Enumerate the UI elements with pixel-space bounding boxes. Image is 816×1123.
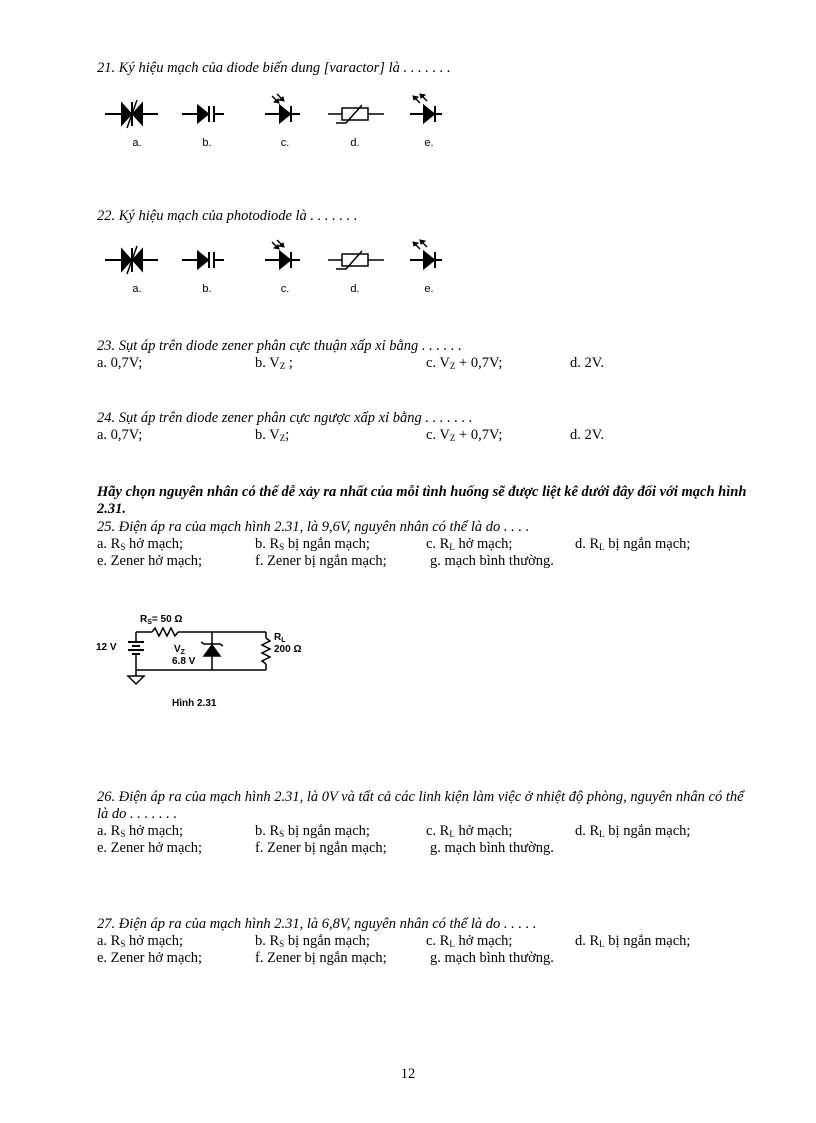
option-f: f. Zener bị ngắn mạch;: [255, 840, 387, 856]
option-e: e. Zener hở mạch;: [97, 840, 203, 856]
option-d: d. $R_L$ bị ngắn mạch;: [575, 536, 691, 552]
option-a: a. 0,7V;: [97, 427, 143, 443]
question-24-stem: 24. Sụt áp trên diode zener phân cực ngược xấp xỉ bằng . . . . . . .: [97, 410, 473, 426]
fault-options-row-1: [97, 933, 747, 950]
option-b: b. $R_S$ bị ngắn mạch;: [255, 933, 370, 949]
rl-value: 200 Ω: [274, 644, 302, 655]
thermistor-symbol-d: [328, 251, 384, 269]
question-24: [97, 410, 747, 444]
fault-options-row-1: [97, 536, 747, 553]
symbol-label-b: b.: [202, 137, 212, 149]
symbol-label-e: e.: [424, 137, 434, 149]
vz-label: $V_Z$: [174, 644, 185, 656]
symbol-label-b: b.: [202, 283, 212, 295]
symbol-label-a: a.: [132, 137, 142, 149]
option-c: c. $V_Z + 0,7V$;: [426, 427, 503, 443]
source-voltage-label: 12 V: [96, 642, 117, 653]
question-22-stem: 22. Ký hiệu mạch của photodiode là . . . . . . .: [97, 208, 358, 224]
symbol-label-c: c.: [280, 137, 290, 149]
fault-options-row-1: [97, 823, 747, 840]
option-c: c. $R_L$ hở mạch;: [426, 823, 513, 839]
thermistor-symbol-d: [328, 105, 384, 123]
question-26-stem: 26. Điện áp ra của mạch hình 2.31, là 0V và tất cả các linh kiện làm việc ở nhiệt độ phòng, nguyên nhân có thể là do . . . . . . .: [97, 789, 744, 822]
symbol-label-c: c.: [280, 283, 290, 295]
fault-options-row-2: [97, 553, 747, 570]
option-g: g. mạch bình thường.: [430, 553, 554, 569]
option-b: b. $V_Z$;: [255, 427, 290, 443]
resistor-rs: [152, 628, 178, 636]
varactor-symbol-b: [182, 252, 224, 268]
section-instruction: Hãy chọn nguyên nhân có thể dễ xảy ra nhất của mỗi tình huống sẽ được liệt kê dưới đây đối với mạch hình 2.31.: [97, 484, 747, 517]
question-25-stem: 25. Điện áp ra của mạch hình 2.31, là 9,6V, nguyên nhân có thể là do . . . .: [97, 519, 530, 535]
symbol-label-a: a.: [132, 283, 142, 295]
option-a: a. $R_S$ hở mạch;: [97, 933, 183, 949]
battery-icon: [128, 642, 144, 654]
symbol-label-d: d.: [350, 283, 360, 295]
page-number: 12: [400, 1066, 416, 1082]
option-d: d. $R_L$ bị ngắn mạch;: [575, 933, 691, 949]
varactor-symbol-b: [182, 106, 224, 122]
option-b: b. $R_S$ bị ngắn mạch;: [255, 536, 370, 552]
question-27: [97, 916, 747, 967]
option-a: a. $R_S$ hở mạch;: [97, 823, 183, 839]
option-c: c. $R_L$ hở mạch;: [426, 933, 513, 949]
option-f: f. Zener bị ngắn mạch;: [255, 950, 387, 966]
question-23: [97, 338, 747, 372]
photodiode-symbol-c: [265, 94, 300, 122]
varactor-symbol-a: [105, 100, 158, 128]
rs-label: $R_S= 50$ Ω: [140, 614, 183, 626]
figure-caption: Hình 2.31: [172, 698, 217, 709]
option-f: f. Zener bị ngắn mạch;: [255, 553, 387, 569]
zener-regulator-circuit: [94, 610, 324, 725]
option-g: g. mạch bình thường.: [430, 950, 554, 966]
rl-label: $R_L$: [274, 632, 286, 644]
photodiode-symbol-c: [265, 240, 300, 268]
option-g: g. mạch bình thường.: [430, 840, 554, 856]
zener-diode-icon: [201, 642, 223, 656]
option-c: c. $V_Z + 0,7V$;: [426, 355, 503, 371]
option-a: a. $R_S$ hở mạch;: [97, 536, 183, 552]
option-b: b. $R_S$ bị ngắn mạch;: [255, 823, 370, 839]
option-d: d. $R_L$ bị ngắn mạch;: [575, 823, 691, 839]
option-b: b. $V_Z$ ;: [255, 355, 293, 371]
question-21-stem: 21. Ký hiệu mạch của diode biến dung [varactor] là . . . . . . .: [97, 60, 451, 76]
option-c: c. $R_L$ hở mạch;: [426, 536, 513, 552]
option-e: e. Zener hở mạch;: [97, 553, 203, 569]
option-e: e. Zener hở mạch;: [97, 950, 203, 966]
option-d: d. 2V.: [570, 355, 604, 371]
question-24-options: [97, 427, 747, 444]
ground-icon: [128, 676, 144, 684]
symbol-label-d: d.: [350, 137, 360, 149]
question-26: [97, 789, 747, 857]
fault-options-row-2: [97, 840, 747, 857]
vz-value: 6.8 V: [172, 656, 196, 667]
option-d: d. 2V.: [570, 427, 604, 443]
question-23-options: [97, 355, 747, 372]
q22-symbol-row: [100, 238, 445, 298]
led-symbol-e: [410, 94, 442, 122]
resistor-rl: [262, 638, 270, 664]
fault-options-row-2: [97, 950, 747, 967]
figure-2-31: [94, 610, 324, 725]
question-23-stem: 23. Sụt áp trên diode zener phân cực thuận xấp xỉ bằng . . . . . .: [97, 338, 462, 354]
question-25: [97, 519, 747, 570]
q21-symbol-row: [100, 92, 445, 152]
symbol-label-e: e.: [424, 283, 434, 295]
led-symbol-e: [410, 240, 442, 268]
option-a: a. 0,7V;: [97, 355, 143, 371]
question-27-stem: 27. Điện áp ra của mạch hình 2.31, là 6,8V, nguyên nhân có thể là do . . . . .: [97, 916, 537, 932]
varactor-symbol-a: [105, 246, 158, 274]
